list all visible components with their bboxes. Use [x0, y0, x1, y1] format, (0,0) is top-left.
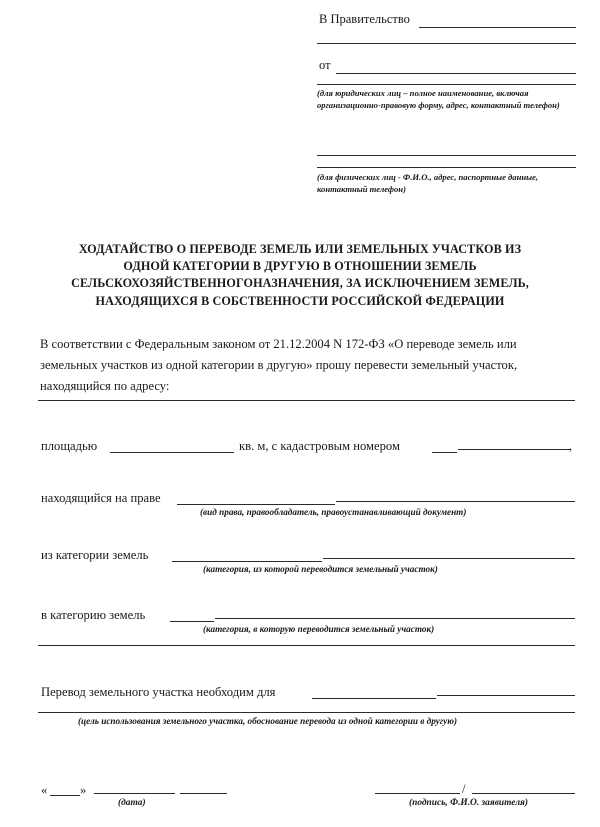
title-line-1: ХОДАТАЙСТВО О ПЕРЕВОДЕ ЗЕМЕЛЬ ИЛИ ЗЕМЕЛЬНЫХ УЧАСТКОВ ИЗ: [78, 242, 522, 256]
hint-individual: (для физических лиц - Ф.И.О., адрес, паспортные данные, контактный телефон): [317, 172, 539, 194]
from-category-label: из категории земель: [41, 548, 149, 562]
from-label: от: [319, 58, 331, 72]
legal-right-fill-line-left[interactable]: [177, 504, 335, 505]
addressee-fill-line-2[interactable]: [317, 43, 576, 44]
date-close-quote: »: [80, 783, 87, 797]
from-fill-line[interactable]: [336, 73, 576, 74]
intro-paragraph: [40, 334, 574, 397]
from-category-fill-line-right[interactable]: [323, 558, 575, 559]
date-open-quote: «: [41, 783, 48, 797]
signature-hint: (подпись, Ф.И.О. заявителя): [409, 798, 528, 808]
document-title: [42, 241, 558, 310]
signature-name-fill-line[interactable]: [472, 793, 575, 794]
cadastral-number-fill-line-short[interactable]: [432, 452, 457, 453]
date-month-fill-line[interactable]: [94, 793, 175, 794]
date-year-fill-line[interactable]: [180, 793, 227, 794]
purpose-fill-line-right[interactable]: [437, 695, 575, 696]
legal-right-label: находящийся на праве: [41, 491, 161, 505]
to-category-label: в категорию земель: [41, 608, 146, 622]
area-units-label: кв. м, с кадастровым номером: [239, 439, 400, 453]
cadastral-number-fill-line[interactable]: [458, 449, 570, 450]
intro-line-2: земельных участков из одной категории в другую» прошу перевести земельный участок,: [40, 358, 518, 372]
address-fill-line[interactable]: [38, 400, 575, 401]
to-category-hint: (категория, в которую переводится земельный участок): [203, 624, 435, 634]
to-category-fill-line-right[interactable]: [215, 618, 575, 619]
signature-fill-line[interactable]: [375, 793, 460, 794]
addressee-fill-line-1[interactable]: [419, 27, 576, 28]
from-category-hint: (категория, из которой переводится земельный участок): [203, 564, 438, 574]
intro-line-3: находящийся по адресу:: [40, 379, 170, 393]
signature-separator: /: [462, 782, 466, 796]
individual-fill-line-2[interactable]: [317, 167, 576, 168]
date-hint: (дата): [118, 798, 146, 808]
title-line-2: ОДНОЙ КАТЕГОРИИ В ДРУГУЮ В ОТНОШЕНИИ ЗЕМЕЛЬ: [123, 259, 477, 274]
individual-fill-line-1[interactable]: [317, 155, 576, 156]
purpose-hint: (цель использования земельного участка, обоснование перевода из одной категории в другую): [78, 716, 458, 726]
purpose-fill-line-left[interactable]: [312, 698, 436, 699]
intro-line-1: В соответствии с Федеральным законом от 21.12.2004 N 172-ФЗ «О переводе земель или: [40, 337, 517, 351]
area-label: площадью: [41, 439, 98, 453]
from-category-fill-line-left[interactable]: [172, 561, 322, 562]
purpose-label: Перевод земельного участка необходим для: [41, 685, 276, 699]
title-line-3: СЕЛЬСКОХОЗЯЙСТВЕННОГОНАЗНАЧЕНИЯ, ЗА ИСКЛЮЧЕНИЕМ ЗЕМЕЛЬ,: [71, 276, 529, 291]
purpose-continuation-line[interactable]: [38, 712, 575, 713]
area-fill-line[interactable]: [110, 452, 234, 453]
category-continuation-line[interactable]: [38, 645, 575, 646]
addressee-label: В Правительство: [319, 12, 410, 26]
legal-hint-top-line[interactable]: [317, 84, 576, 85]
legal-right-fill-line-right[interactable]: [336, 501, 575, 502]
to-category-fill-line-left[interactable]: [170, 621, 214, 622]
legal-right-hint: (вид права, правообладатель, правоустанавливающий документ): [200, 507, 467, 517]
area-row-trailing-comma: ,: [569, 439, 573, 453]
hint-legal-entity: (для юридических лиц – полное наименование, включая организационно-правовую форму, адрес, контактный телефон): [317, 88, 560, 110]
date-day-fill-line[interactable]: [50, 795, 80, 796]
title-line-4: НАХОДЯЩИХСЯ В СОБСТВЕННОСТИ РОССИЙСКОЙ ФЕДЕРАЦИИ: [95, 293, 505, 308]
